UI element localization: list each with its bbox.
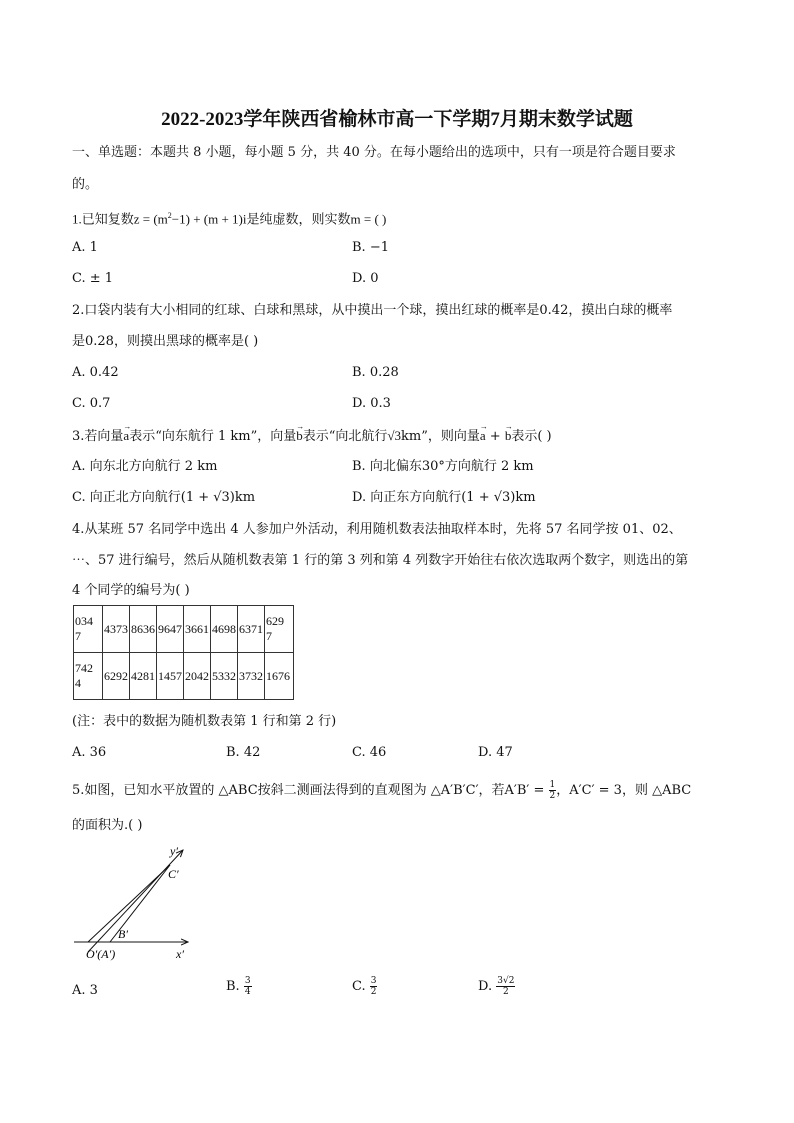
table-cell: 629 7 [265,606,294,653]
section-header-cont: 的。 [72,177,99,192]
q1-option-b[interactable]: B. −1 [352,240,389,255]
table-cell: 4373 [103,606,130,653]
table-cell: 6371 [238,606,265,653]
table-cell: 742 4 [74,653,103,700]
q5-option-a[interactable]: A. 3 [72,983,98,998]
table-cell: 9647 [157,606,184,653]
question-4-stem: 4.从某班 57 名同学中选出 4 人参加户外活动，利用随机数表法抽取样本时，先将 57 名同学按 01、02、 [72,522,682,537]
table-cell: 4281 [130,653,157,700]
q1-option-d[interactable]: D. 0 [352,271,379,286]
question-2-stem: 2.口袋内装有大小相同的红球、白球和黑球，从中摸出一个球，摸出红球的概率是0.42，摸出白球的概率 [72,303,673,318]
q3-option-b[interactable]: B. 向北偏东30°方向航行 2 km [352,459,534,474]
question-3-stem: 3.若向量→ a表示“向东航行 1 km”，向量→ b表示“向北航行√3km”，则向量→ a + → b表示( ) [72,427,552,446]
question-4-stem-end: 4 个同学的编号为( ) [72,583,190,598]
segment-ac [88,865,170,942]
table-cell: 8636 [130,606,157,653]
q3-option-c[interactable]: C. 向正北方向航行(1 + √3)km [72,490,256,505]
oblique-diagram [70,840,200,965]
q2-option-d[interactable]: D. 0.3 [352,396,391,411]
q4-option-a[interactable]: A. 36 [72,745,107,760]
question-2-stem-cont: 是0.28，则摸出黑球的概率是( ) [72,334,259,349]
question-5-stem-cont: 的面积为.( ) [72,818,143,833]
table-cell: 6292 [103,653,130,700]
page-title: 2022-2023学年陕西省榆林市高一下学期7月期末数学试题 [161,109,633,130]
q2-option-a[interactable]: A. 0.42 [72,365,119,380]
q3-option-d[interactable]: D. 向正东方向航行(1 + √3)km [352,490,536,505]
table-cell: 4698 [211,606,238,653]
table-cell: 1457 [157,653,184,700]
table-cell: 034 7 [74,606,103,653]
question-4-stem-cont: ⋯、57 进行编号，然后从随机数表第 1 行的第 3 列和第 4 列数字开始往右依次选取两个数字，则选出的第 [72,553,689,568]
label-c: C′ [168,867,179,881]
table-cell: 2042 [184,653,211,700]
q2-option-b[interactable]: B. 0.28 [352,365,399,380]
label-x: x′ [176,947,184,961]
y-axis [88,850,183,952]
q3-option-a[interactable]: A. 向东北方向航行 2 km [72,459,218,474]
q5-option-c[interactable]: C. $\frac{3}{2}$ [352,976,377,997]
q1-option-c[interactable]: C. ± 1 [72,271,114,286]
label-b: B′ [118,927,128,941]
question-1-stem: 1.已知复数$z = (m^2-1) + (m + 1)i$是纯虚数，则实数m = ( ) [72,211,387,227]
random-number-table [73,605,294,700]
label-y: y′ [170,844,178,858]
q1-option-a[interactable]: A. 1 [72,240,98,255]
table-row [74,606,294,653]
label-origin: O′(A′) [86,947,116,961]
q4-option-d[interactable]: D. 47 [478,745,513,760]
table-cell: 3661 [184,606,211,653]
table-row [74,653,294,700]
table-cell: 3732 [238,653,265,700]
q4-option-b[interactable]: B. 42 [226,745,261,760]
question-5-stem: 5.如图，已知水平放置的 △ABC按斜二测画法得到的直观图为 △A′B′C′，若A′B′ = $\frac{1}{2}$ ，A′C′ = 3，则 △ABC [72,780,692,801]
q4-option-c[interactable]: C. 46 [352,745,387,760]
q5-option-b[interactable]: B. $\frac{3}{4}$ [226,976,251,997]
section-header: 一、单选题：本题共 8 小题，每小题 5 分，共 40 分。在每小题给出的选项中，只有一项是符合题目要求 [72,145,676,160]
table-note: (注：表中的数据为随机数表第 1 行和第 2 行) [72,714,337,729]
q5-option-d[interactable]: D. $\frac{3√2}{2}$ [478,976,515,997]
q2-option-c[interactable]: C. 0.7 [72,396,111,411]
table-cell: 1676 [265,653,294,700]
table-cell: 5332 [211,653,238,700]
